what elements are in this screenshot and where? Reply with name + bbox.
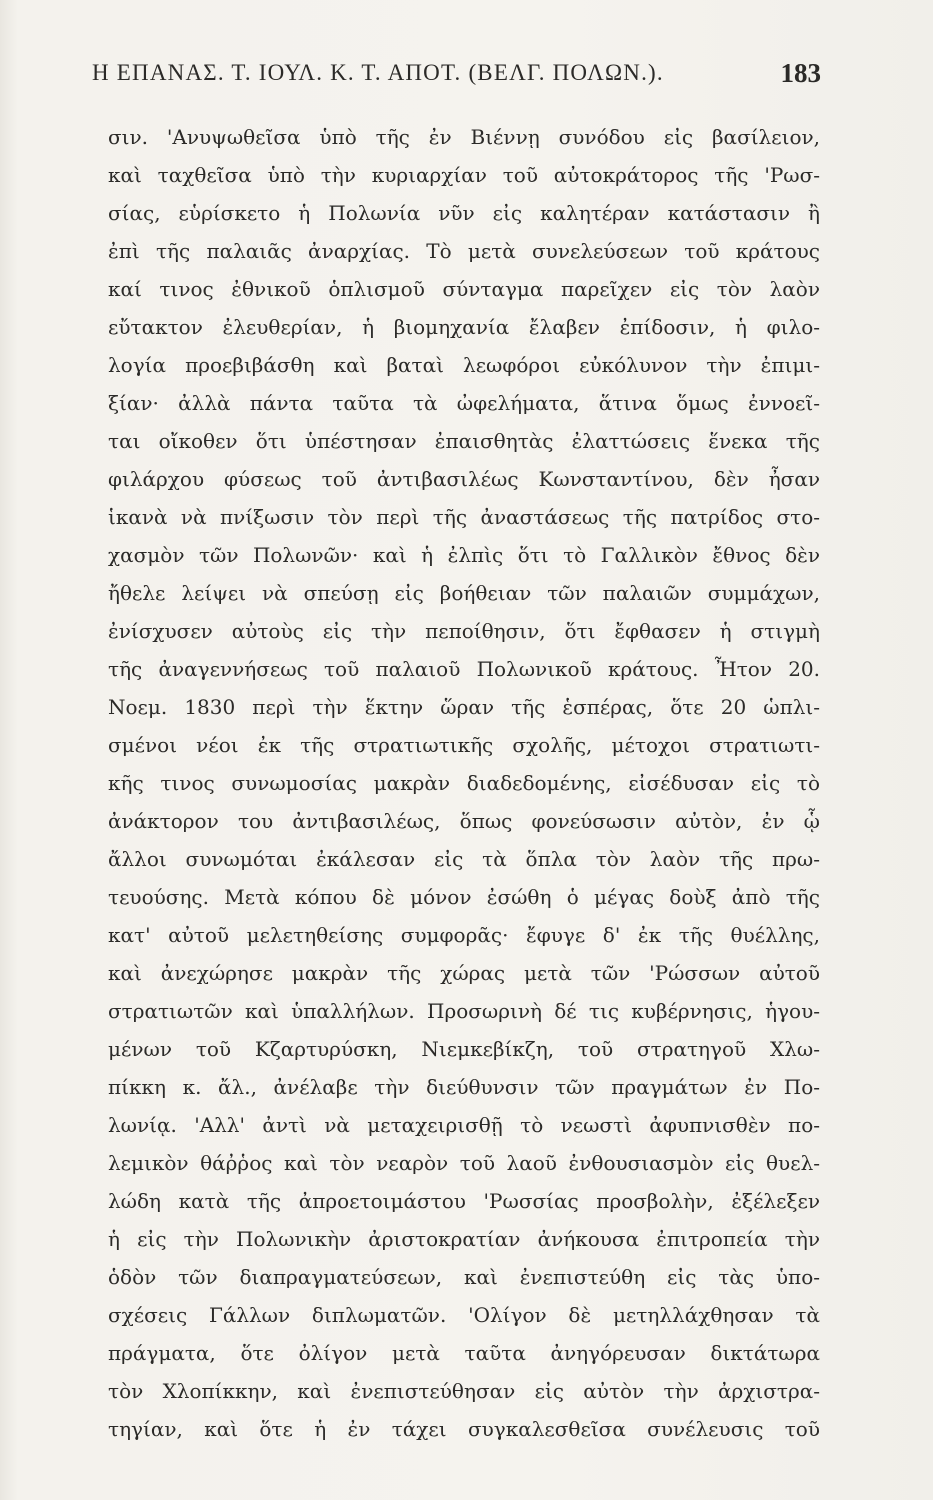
text-line: σίας, εὑρίσκετο ἡ Πολωνία νῦν εἰς καλητέραν κατάστασιν ἢ: [108, 201, 820, 225]
running-title: Η ΕΠΑΝΑΣ. Τ. ΙΟΥΛ. Κ. Τ. ΑΠΟΤ. (ΒΕΛΓ. ΠΟΛΩΝ.).: [92, 60, 664, 85]
text-line: λώδη κατὰ τῆς ἀπροετοιμάστου 'Ρωσσίας προσβολὴν, ἐξέλεξεν: [108, 1189, 820, 1213]
text-line: σιν. 'Ανυψωθεῖσα ὑπὸ τῆς ἐν Βιέννῃ συνόδου εἰς βασίλειον,: [108, 125, 820, 149]
text-line: μένων τοῦ Κζαρτυρύσκη, Νιεμκεβίκζη, τοῦ στρατηγοῦ Χλω-: [108, 1037, 820, 1061]
text-line: Νοεμ. 1830 περὶ τὴν ἕκτην ὥραν τῆς ἑσπέρας, ὅτε 20 ὡπλι-: [108, 695, 820, 719]
text-line: ξίαν· ἀλλὰ πάντα ταῦτα τὰ ὠφελήματα, ἅτινα ὅμως ἐννοεῖ-: [108, 391, 820, 415]
text-line: καὶ ἀνεχώρησε μακρὰν τῆς χώρας μετὰ τῶν 'Ρώσσων αὐτοῦ: [108, 961, 820, 985]
text-line: ἐνίσχυσεν αὐτοὺς εἰς τὴν πεποίθησιν, ὅτι ἔφθασεν ἡ στιγμὴ: [108, 619, 820, 643]
text-line: κῆς τινος συνωμοσίας μακρὰν διαδεδομένης, εἰσέδυσαν εἰς τὸ: [108, 771, 820, 795]
text-line: εὔτακτον ἐλευθερίαν, ἡ βιομηχανία ἔλαβεν ἐπίδοσιν, ἡ φιλο-: [108, 315, 820, 339]
text-line: λωνίᾳ. 'Αλλ' ἀντὶ νὰ μεταχειρισθῇ τὸ νεωστὶ ἀφυπνισθὲν πο-: [108, 1113, 820, 1137]
text-line: τευούσης. Μετὰ κόπου δὲ μόνον ἐσώθη ὁ μέγας δοὺξ ἀπὸ τῆς: [108, 885, 820, 909]
body-text: [108, 118, 820, 1448]
text-line: ἡ εἰς τὴν Πολωνικὴν ἀριστοκρατίαν ἀνήκουσα ἐπιτροπεία τὴν: [108, 1227, 820, 1251]
text-line: ἐπὶ τῆς παλαιᾶς ἀναρχίας. Τὸ μετὰ συνελεύσεων τοῦ κράτους: [108, 239, 820, 263]
text-line: ἀνάκτορον του ἀντιβασιλέως, ὅπως φονεύσωσιν αὐτὸν, ἐν ᾧ: [108, 809, 820, 833]
page-number: 183: [780, 58, 821, 88]
text-line: καί τινος ἐθνικοῦ ὁπλισμοῦ σύνταγμα παρεῖχεν εἰς τὸν λαὸν: [108, 277, 820, 301]
text-line: λογία προεβιβάσθη καὶ βαταὶ λεωφόροι εὐκόλυνον τὴν ἐπιμι-: [108, 353, 820, 377]
text-line: τὸν Χλοπίκκην, καὶ ἐνεπιστεύθησαν εἰς αὐτὸν τὴν ἀρχιστρα-: [108, 1379, 820, 1403]
text-line: κατ' αὐτοῦ μελετηθείσης συμφορᾶς· ἔφυγε δ' ἐκ τῆς θυέλλης,: [108, 923, 820, 947]
text-line: πίκκη κ. ἄλ., ἀνέλαβε τὴν διεύθυνσιν τῶν πραγμάτων ἐν Πο-: [108, 1075, 820, 1099]
text-line: χασμὸν τῶν Πολωνῶν· καὶ ἡ ἐλπὶς ὅτι τὸ Γαλλικὸν ἔθνος δὲν: [108, 543, 820, 567]
text-line: σχέσεις Γάλλων διπλωματῶν. 'Ολίγον δὲ μετηλλάχθησαν τὰ: [108, 1303, 820, 1327]
text-line: ται οἴκοθεν ὅτι ὑπέστησαν ἐπαισθητὰς ἐλαττώσεις ἕνεκα τῆς: [108, 429, 820, 453]
running-header: [92, 60, 827, 96]
text-line: καὶ ταχθεῖσα ὑπὸ τὴν κυριαρχίαν τοῦ αὐτοκράτορος τῆς 'Ρωσ-: [108, 163, 820, 187]
text-line: τῆς ἀναγεννήσεως τοῦ παλαιοῦ Πολωνικοῦ κράτους. Ἦτον 20.: [108, 657, 820, 681]
text-line: ὁδὸν τῶν διαπραγματεύσεων, καὶ ἐνεπιστεύθη εἰς τὰς ὑπο-: [108, 1265, 820, 1289]
text-line: στρατιωτῶν καὶ ὑπαλλήλων. Προσωρινὴ δέ τις κυβέρνησις, ἡγου-: [108, 999, 820, 1023]
text-line: σμένοι νέοι ἐκ τῆς στρατιωτικῆς σχολῆς, μέτοχοι στρατιωτι-: [108, 733, 820, 757]
text-line: ἱκανὰ νὰ πνίξωσιν τὸν περὶ τῆς ἀναστάσεως τῆς πατρίδος στο-: [108, 505, 820, 529]
text-line: τηγίαν, καὶ ὅτε ἡ ἐν τάχει συγκαλεσθεῖσα συνέλευσις τοῦ: [108, 1417, 820, 1441]
text-line: λεμικὸν θάῤῥος καὶ τὸν νεαρὸν τοῦ λαοῦ ἐνθουσιασμὸν εἰς θυελ-: [108, 1151, 820, 1175]
text-line: ἄλλοι συνωμόται ἐκάλεσαν εἰς τὰ ὅπλα τὸν λαὸν τῆς πρω-: [108, 847, 820, 871]
text-line: πράγματα, ὅτε ὀλίγον μετὰ ταῦτα ἀνηγόρευσαν δικτάτωρα: [108, 1341, 820, 1365]
text-line: φιλάρχου φύσεως τοῦ ἀντιβασιλέως Κωνσταντίνου, δὲν ἦσαν: [108, 467, 820, 491]
text-line: ἤθελε λείψει νὰ σπεύσῃ εἰς βοήθειαν τῶν παλαιῶν συμμάχων,: [108, 581, 820, 605]
